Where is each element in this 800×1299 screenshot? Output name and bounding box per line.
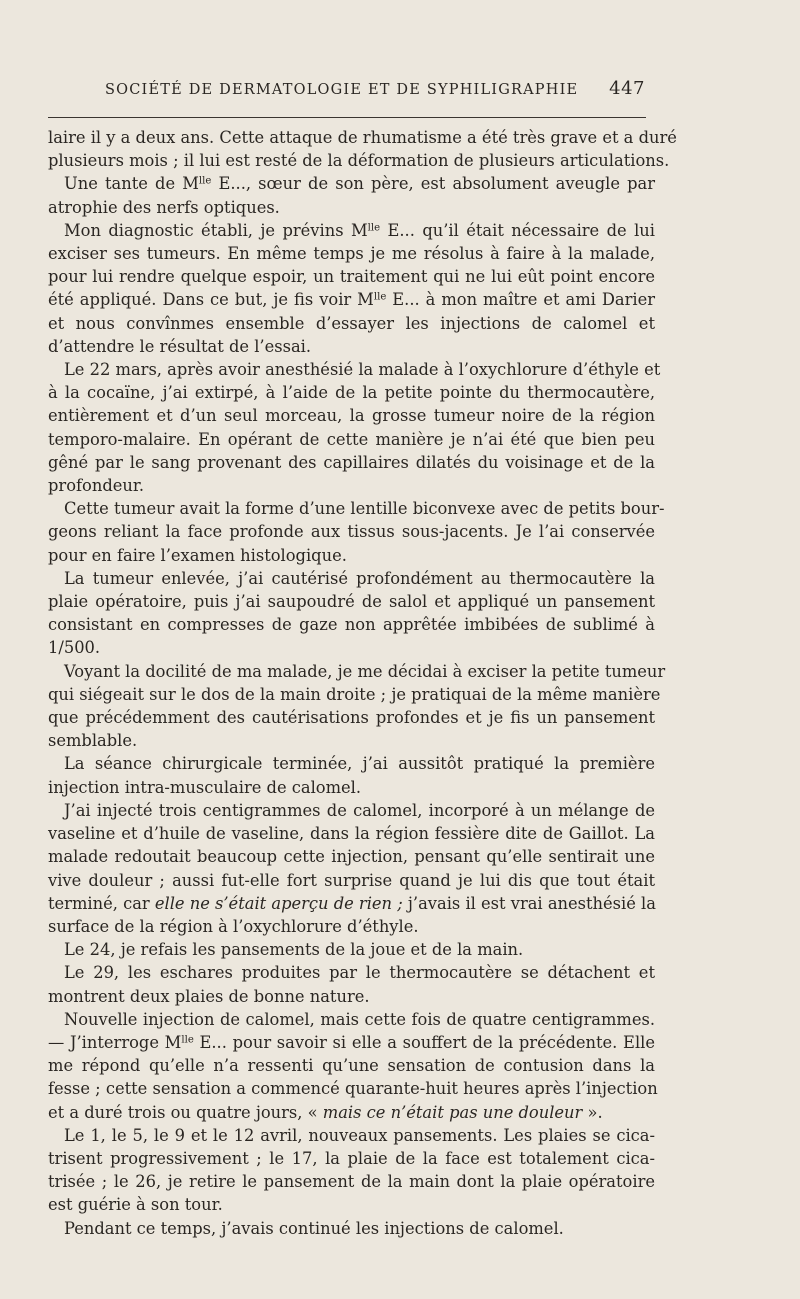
text-line: La séance chirurgicale terminée, j’ai aussitôt pratiqué la première (64, 754, 655, 774)
text-line: profondeur. (48, 476, 145, 496)
text-line: et a duré trois ou quatre jours, « mais ce n’était pas une douleur ». (48, 1102, 603, 1122)
text-line: atrophie des nerfs optiques. (48, 197, 280, 217)
paragraph (48, 567, 655, 660)
header-rule (48, 117, 646, 118)
text-line: vive douleur ; aussi fut-elle fort surprise quand je lui dis que tout était (48, 870, 655, 890)
text-line: me répond qu’elle n’a ressenti qu’une sensation de contusion dans la (48, 1056, 655, 1076)
text-line: Le 1, le 5, le 9 et le 12 avril, nouveaux pansements. Les plaies se cica- (64, 1125, 655, 1145)
text-line: d’attendre le résultat de l’essai. (48, 336, 312, 356)
text-line: et nous convînmes ensemble d’essayer les injections de calomel et (48, 313, 655, 333)
text-line: geons reliant la face profonde aux tissus sous-jacents. Je l’ai conservée (48, 522, 655, 542)
running-title: SOCIÉTÉ DE DERMATOLOGIE ET DE SYPHILIGRAPHIE (105, 82, 579, 98)
text-line: Pendant ce temps, j’avais continué les injections de calomel. (64, 1218, 564, 1238)
paragraph (48, 1124, 655, 1217)
text-line: Mon diagnostic établi, je prévins $M^{lle}$ E... qu’il était nécessaire de lui (64, 220, 655, 240)
paragraph (48, 219, 655, 358)
text-line: — J’interroge $M^{lle}$ E... pour savoir si elle a souffert de la précédente. Elle (48, 1032, 655, 1052)
paragraph (48, 1008, 658, 1124)
paragraph (48, 799, 655, 938)
text-line: entièrement et d’un seul morceau, la grosse tumeur noire de la région (48, 406, 655, 426)
text-line: consistant en compresses de gaze non apprêtée imbibées de sublimé à (48, 615, 655, 635)
text-line: fesse ; cette sensation a commencé quarante-huit heures après l’injection (48, 1079, 658, 1099)
paragraph (48, 358, 661, 497)
text-line: plaie opératoire, puis j’ai saupoudré de salol et appliqué un pansement (48, 592, 655, 612)
text-line: Le 22 mars, après avoir anesthésié la malade à l’oxychlorure d’éthyle et (64, 360, 661, 380)
text-line: qui siégeait sur le dos de la main droite ; je pratiquai de la même manière (48, 684, 661, 704)
text-line: est guérie à son tour. (48, 1195, 223, 1215)
text-line: La tumeur enlevée, j’ai cautérisé profondément au thermocautère la (64, 568, 655, 588)
body-text (48, 126, 677, 1240)
paragraph (48, 126, 677, 172)
text-line: trisée ; le 26, je retire le pansement de la main dont la plaie opératoire (48, 1172, 655, 1192)
text-line: terminé, car elle ne s’était aperçu de rien ; j’avais il est vrai anesthésié la (48, 893, 656, 913)
paragraph (48, 660, 666, 753)
text-line: surface de la région à l’oxychlorure d’éthyle. (48, 916, 419, 936)
text-line: laire il y a deux ans. Cette attaque de rhumatisme a été très grave et a duré (48, 128, 677, 147)
text-line: 1/500. (48, 638, 101, 658)
text-line: que précédemment des cautérisations profondes et je fis un pansement (48, 708, 655, 728)
text-line: Le 29, les eschares produites par le thermocautère se détachent et (64, 963, 655, 983)
text-line: vaseline et d’huile de vaseline, dans la région fessière dite de Gaillot. La (48, 824, 655, 844)
paragraph (48, 752, 655, 798)
text-line: pour en faire l’examen histologique. (48, 545, 347, 565)
text-line: Voyant la docilité de ma malade, je me décidai à exciser la petite tumeur (64, 661, 666, 681)
text-line: Cette tumeur avait la forme d’une lentille biconvexe avec de petits bour- (64, 499, 665, 519)
paragraph (48, 961, 655, 1007)
text-line: plusieurs mois ; il lui est resté de la déformation de plusieurs articulations. (48, 151, 670, 171)
page-header (48, 78, 645, 99)
text-line: à la cocaïne, j’ai extirpé, à l’aide de la petite pointe du thermocautère, (48, 383, 655, 403)
text-line: été appliqué. Dans ce but, je fis voir $M^{lle}$ E... à mon maître et ami Darier (48, 290, 655, 310)
paragraph (48, 497, 665, 567)
text-line: trisent progressivement ; le 17, la plaie de la face est totalement cica- (48, 1148, 655, 1168)
text-line: gêné par le sang provenant des capillaires dilatés du voisinage et de la (48, 452, 655, 472)
page-number: 447 (609, 78, 645, 99)
text-line: Le 24, je refais les pansements de la joue et de la main. (64, 940, 524, 960)
paragraph (48, 938, 655, 961)
paragraph (48, 1217, 655, 1240)
paragraph (48, 172, 655, 218)
text-line: montrent deux plaies de bonne nature. (48, 986, 370, 1006)
text-line: Nouvelle injection de calomel, mais cette fois de quatre centigrammes. (64, 1009, 655, 1029)
text-line: J’ai injecté trois centigrammes de calomel, incorporé à un mélange de (64, 800, 655, 820)
text-line: exciser ses tumeurs. En même temps je me résolus à faire à la malade, (48, 244, 655, 264)
text-line: malade redoutait beaucoup cette injection, pensant qu’elle sentirait une (48, 847, 655, 867)
text-line: pour lui rendre quelque espoir, un traitement qui ne lui eût point encore (48, 267, 655, 287)
text-line: semblable. (48, 731, 138, 751)
text-line: injection intra-musculaire de calomel. (48, 777, 362, 797)
text-line: temporo-malaire. En opérant de cette manière je n’ai été que bien peu (48, 429, 655, 449)
text-line: Une tante de $M^{lle}$ E..., sœur de son père, est absolument aveugle par (64, 174, 655, 194)
